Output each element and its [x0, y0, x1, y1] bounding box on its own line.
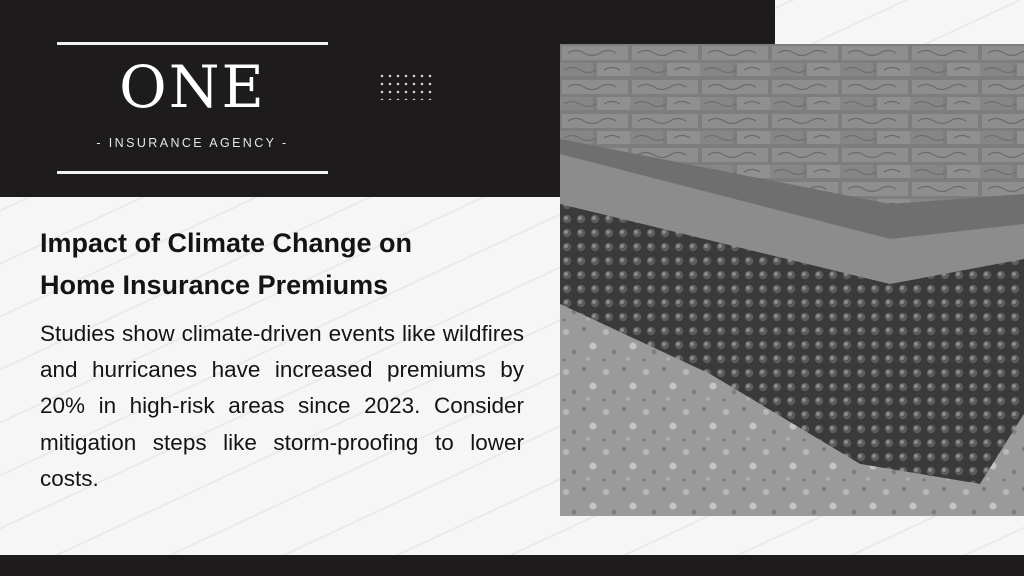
headline	[40, 222, 540, 306]
footer-band	[0, 555, 1024, 576]
photo-illustration	[560, 44, 1024, 516]
brand-logo	[57, 42, 328, 174]
logo-top-rule	[57, 42, 328, 45]
headline-line-2: Home Insurance Premiums	[40, 270, 389, 300]
brand-name: ONE	[119, 53, 266, 121]
logo-bottom-rule	[57, 171, 328, 174]
brand-tagline: - INSURANCE AGENCY -	[96, 136, 289, 150]
house-foundation-photo	[560, 44, 1024, 516]
headline-line-1: Impact of Climate Change on	[40, 228, 413, 258]
body-paragraph: Studies show climate-driven events like wildfires and hurricanes have increased premiums by 20% in high-risk areas since 2023. Consider mitigation steps like storm-proofing to lower costs.	[40, 321, 524, 491]
dot-grid-decoration	[378, 72, 434, 100]
